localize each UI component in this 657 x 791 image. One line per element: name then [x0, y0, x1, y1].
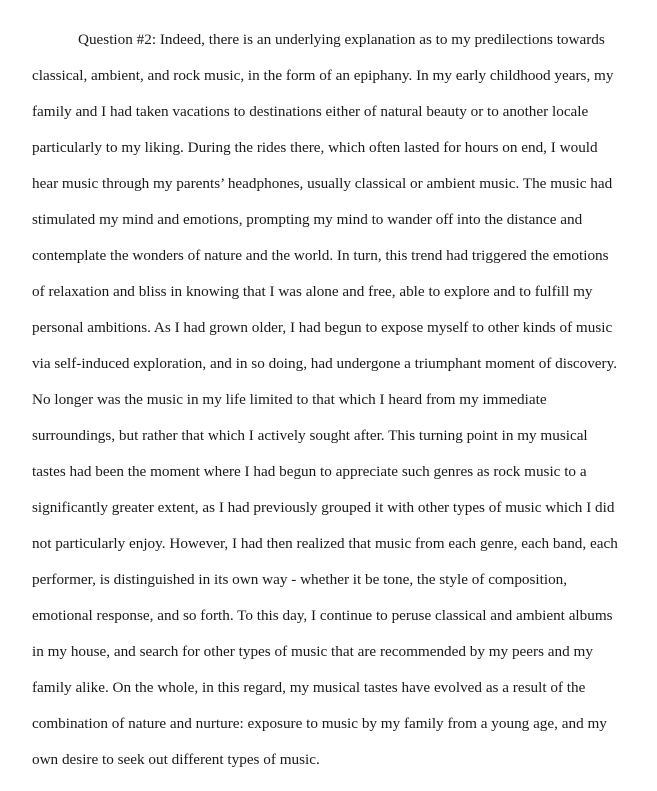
paragraph-line-13: tastes had been the moment where I had begun to appreciate such genres as rock music to a: [32, 463, 587, 480]
paragraph-line-7: contemplate the wonders of nature and the world. In turn, this trend had triggered the emotions: [32, 247, 609, 264]
paragraph-line-9: personal ambitions. As I had grown older, I had begun to expose myself to other kinds of music: [32, 319, 613, 336]
paragraph-line-4: particularly to my liking. During the rides there, which often lasted for hours on end, I would: [32, 139, 598, 156]
paragraph-line-12: surroundings, but rather that which I actively sought after. This turning point in my musical: [32, 427, 588, 444]
paragraph-line-18: in my house, and search for other types of music that are recommended by my peers and my: [32, 643, 593, 660]
paragraph-line-21: own desire to seek out different types of music.: [32, 751, 320, 768]
paragraph-line-3: family and I had taken vacations to destinations either of natural beauty or to another locale: [32, 103, 589, 120]
paragraph-line-19: family alike. On the whole, in this regard, my musical tastes have evolved as a result of the: [32, 679, 586, 696]
paragraph-line-6: stimulated my mind and emotions, prompting my mind to wander off into the distance and: [32, 211, 583, 228]
paragraph-line-11: No longer was the music in my life limited to that which I heard from my immediate: [32, 391, 547, 408]
paragraph-line-10: via self-induced exploration, and in so doing, had undergone a triumphant moment of discovery.: [32, 355, 617, 372]
paragraph-line-8: of relaxation and bliss in knowing that I was alone and free, able to explore and to fulfill my: [32, 283, 593, 300]
paragraph-line-1: Question #2: Indeed, there is an underlying explanation as to my predilections towards: [78, 31, 605, 48]
paragraph-line-5: hear music through my parents’ headphones, usually classical or ambient music. The music had: [32, 175, 613, 192]
paragraph-line-17: emotional response, and so forth. To this day, I continue to peruse classical and ambient albums: [32, 607, 613, 624]
paragraph-line-16: performer, is distinguished in its own way - whether it be tone, the style of composition,: [32, 571, 568, 588]
paragraph-line-14: significantly greater extent, as I had previously grouped it with other types of music which I did: [32, 499, 615, 516]
paragraph-line-15: not particularly enjoy. However, I had then realized that music from each genre, each band, each: [32, 535, 618, 552]
paragraph-line-20: combination of nature and nurture: exposure to music by my family from a young age, and my: [32, 715, 607, 732]
paragraph-line-2: classical, ambient, and rock music, in the form of an epiphany. In my early childhood years, my: [32, 67, 614, 84]
